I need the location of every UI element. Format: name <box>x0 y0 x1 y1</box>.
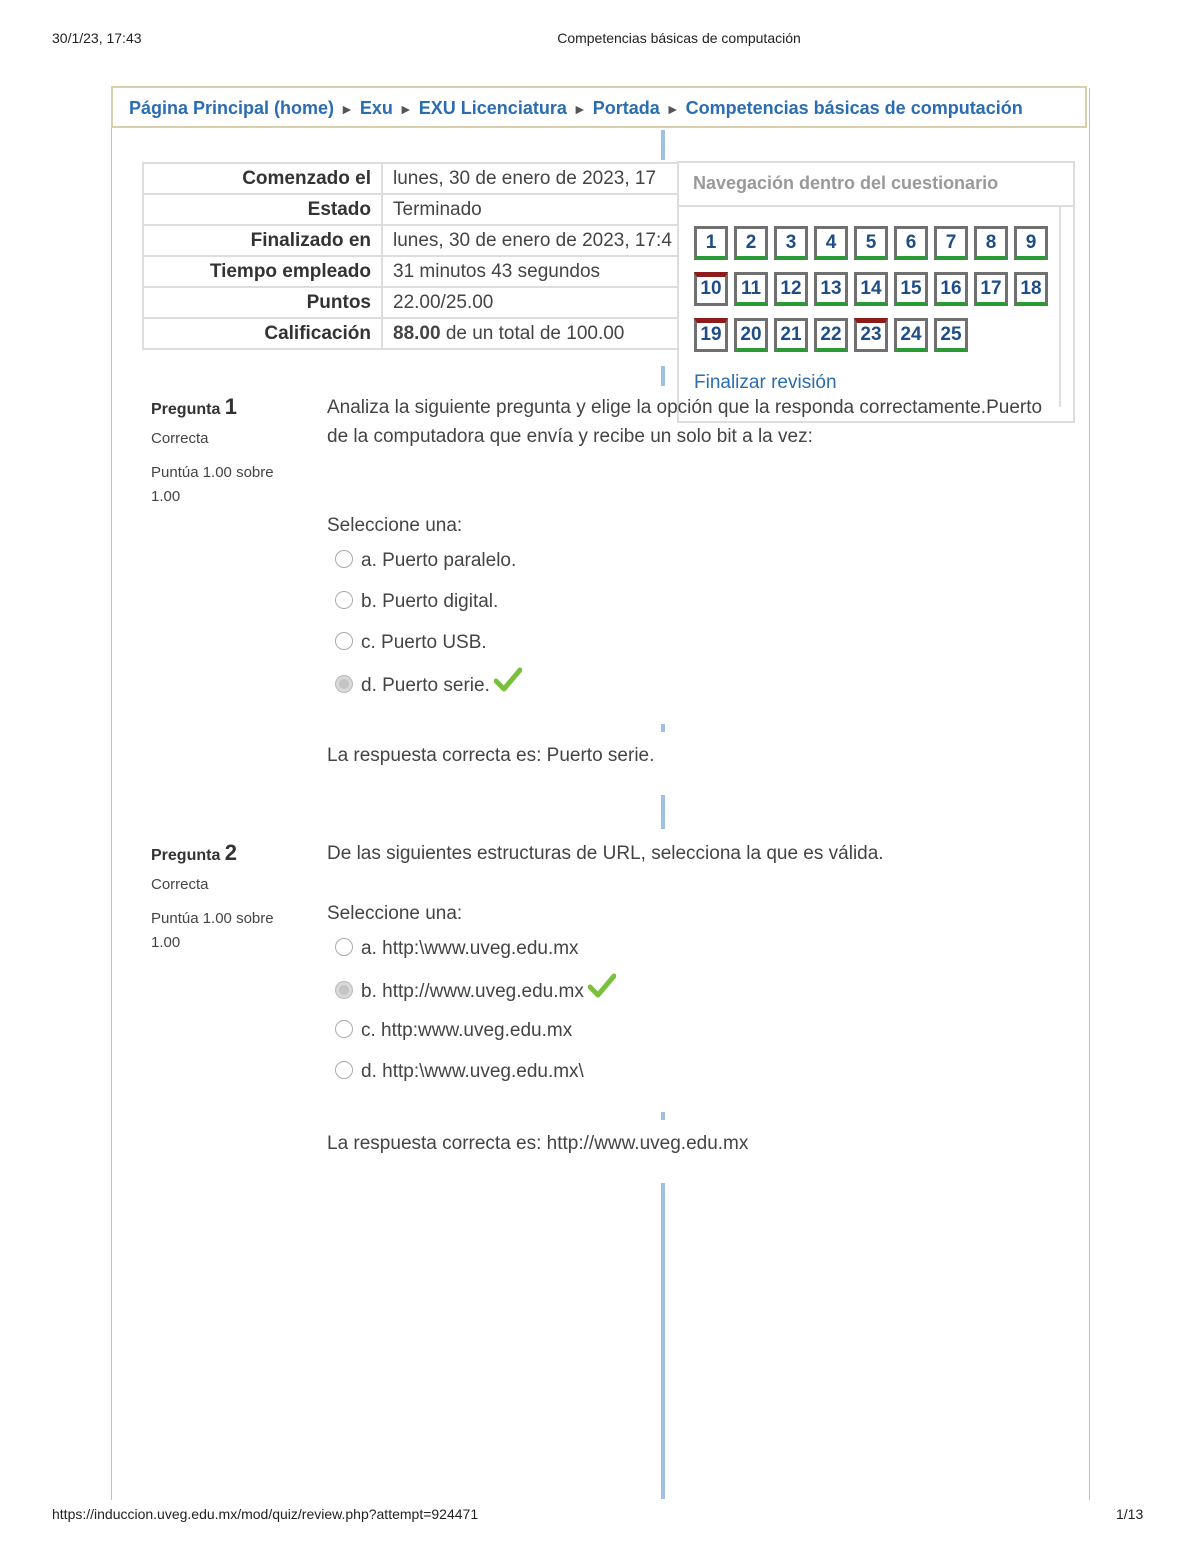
right-answer: La respuesta correcta es: Puerto serie. <box>327 745 655 766</box>
question-text: De las siguientes estructuras de URL, selecciona la que es válida. <box>327 843 884 864</box>
question-number <box>151 840 301 866</box>
answer-option[interactable] <box>335 548 516 574</box>
grade-value: 88.00 <box>393 322 441 344</box>
question-prompt: Seleccione una: <box>327 515 463 536</box>
question-nav-button-16[interactable]: 16 <box>934 272 968 306</box>
print-date: 30/1/23, 17:43 <box>52 30 142 46</box>
answer-option-label: d. Puerto serie. <box>361 675 490 697</box>
question-nav-button-3[interactable]: 3 <box>774 226 808 260</box>
breadcrumb-separator: ► <box>665 101 680 117</box>
breadcrumb-separator: ► <box>572 101 587 117</box>
question-state: Correcta <box>151 430 209 447</box>
question-label: Pregunta <box>151 401 221 418</box>
question-number-value: 2 <box>224 840 238 865</box>
quiz-navigation-block <box>677 161 1075 423</box>
correct-check-icon <box>494 667 522 701</box>
answer-option-label: d. http:\www.uveg.edu.mx\ <box>361 1061 584 1082</box>
correct-check-icon <box>588 973 616 1007</box>
question-prompt: Seleccione una: <box>327 903 463 924</box>
column-divider <box>661 1112 665 1120</box>
page-frame-right <box>1089 88 1090 1500</box>
column-divider <box>661 130 665 160</box>
summary-value: lunes, 30 de enero de 2023, 17 <box>382 163 1059 194</box>
question-nav-button-18[interactable]: 18 <box>1014 272 1048 306</box>
question-nav-button-12[interactable]: 12 <box>774 272 808 306</box>
question-nav-button-8[interactable]: 8 <box>974 226 1008 260</box>
radio-button[interactable] <box>335 938 353 956</box>
column-divider <box>661 795 665 829</box>
breadcrumb-separator: ► <box>398 101 413 117</box>
answer-option-selected[interactable] <box>335 977 616 1003</box>
breadcrumb-home[interactable]: Página Principal (home) <box>129 98 335 118</box>
summary-value: 22.00/25.00 <box>382 287 1059 318</box>
answer-option-label: c. Puerto USB. <box>361 632 487 653</box>
question-nav-button-11[interactable]: 11 <box>734 272 768 306</box>
answer-option-selected[interactable] <box>335 671 522 697</box>
summary-value: lunes, 30 de enero de 2023, 17:4 <box>382 225 1059 256</box>
question-nav-button-19[interactable]: 19 <box>694 318 728 352</box>
summary-label: Finalizado en <box>143 225 382 256</box>
answer-option[interactable] <box>335 1018 572 1044</box>
radio-button[interactable] <box>335 1020 353 1038</box>
question-nav-button-13[interactable]: 13 <box>814 272 848 306</box>
summary-value: 31 minutos 43 segundos <box>382 256 1059 287</box>
question-number <box>151 394 301 420</box>
column-divider <box>661 1183 665 1499</box>
question-grade: Puntúa 1.00 sobre 1.00 <box>151 910 274 951</box>
question-nav-button-14[interactable]: 14 <box>854 272 888 306</box>
summary-label: Tiempo empleado <box>143 256 382 287</box>
summary-value: Terminado <box>382 194 1059 225</box>
radio-button[interactable] <box>335 1061 353 1079</box>
answer-option-label: c. http:www.uveg.edu.mx <box>361 1020 573 1041</box>
answer-option-label: a. http:\www.uveg.edu.mx <box>361 938 579 959</box>
question-nav-button-7[interactable]: 7 <box>934 226 968 260</box>
breadcrumb-course[interactable]: Competencias básicas de computación <box>685 98 1023 118</box>
summary-label: Comenzado el <box>143 163 382 194</box>
radio-button[interactable] <box>335 632 353 650</box>
answer-option[interactable] <box>335 1059 584 1085</box>
question-nav-button-23[interactable]: 23 <box>854 318 888 352</box>
summary-label: Puntos <box>143 287 382 318</box>
answer-option[interactable] <box>335 589 498 615</box>
right-answer: La respuesta correcta es: http://www.uveg.edu.mx <box>327 1133 749 1154</box>
question-text: Analiza la siguiente pregunta y elige la opción que la responda correctamente.Puerto de la computadora que envía y recibe un solo bit a la vez: <box>327 397 1043 447</box>
grade-suffix: de un total de 100.00 <box>440 322 625 344</box>
question-state: Correcta <box>151 876 209 893</box>
print-page-number: 1/13 <box>1116 1506 1144 1522</box>
column-divider <box>661 724 665 732</box>
answer-option-label: b. http://www.uveg.edu.mx <box>361 981 584 1003</box>
question-nav-button-17[interactable]: 17 <box>974 272 1008 306</box>
summary-label: Estado <box>143 194 382 225</box>
answer-option[interactable] <box>335 936 579 962</box>
answer-option[interactable] <box>335 630 487 656</box>
question-number-value: 1 <box>224 394 238 419</box>
question-nav-button-15[interactable]: 15 <box>894 272 928 306</box>
question-nav-button-9[interactable]: 9 <box>1014 226 1048 260</box>
question-nav-button-20[interactable]: 20 <box>734 318 768 352</box>
quiz-navigation-title: Navegación dentro del cuestionario <box>679 163 1073 207</box>
radio-button[interactable] <box>335 591 353 609</box>
question-grade: Puntúa 1.00 sobre 1.00 <box>151 464 274 505</box>
breadcrumb-separator: ► <box>340 101 354 117</box>
question-nav-button-1[interactable]: 1 <box>694 226 728 260</box>
question-info <box>151 840 301 955</box>
breadcrumb <box>111 86 1087 128</box>
question-nav-button-6[interactable]: 6 <box>894 226 928 260</box>
breadcrumb-portada[interactable]: Portada <box>592 98 660 118</box>
radio-button-checked[interactable] <box>335 981 353 999</box>
print-title: Competencias básicas de computación <box>557 30 801 46</box>
page-frame-left <box>111 88 112 1500</box>
print-url: https://induccion.uveg.edu.mx/mod/quiz/review.php?attempt=924471 <box>52 1506 479 1522</box>
question-nav-button-10[interactable]: 10 <box>694 272 728 306</box>
question-nav-button-21[interactable]: 21 <box>774 318 808 352</box>
radio-button-checked[interactable] <box>335 675 353 693</box>
finish-review-link[interactable]: Finalizar revisión <box>694 372 837 393</box>
question-info <box>151 394 301 509</box>
question-nav-button-5[interactable]: 5 <box>854 226 888 260</box>
summary-label: Calificación <box>143 318 382 349</box>
question-nav-button-22[interactable]: 22 <box>814 318 848 352</box>
question-nav-button-4[interactable]: 4 <box>814 226 848 260</box>
breadcrumb-licenciatura[interactable]: EXU Licenciatura <box>418 98 567 118</box>
answer-option-label: b. Puerto digital. <box>361 591 499 612</box>
breadcrumb-exu[interactable]: Exu <box>359 98 393 118</box>
question-label: Pregunta <box>151 847 221 864</box>
answer-option-label: a. Puerto paralelo. <box>361 550 517 571</box>
column-divider <box>661 366 665 386</box>
radio-button[interactable] <box>335 550 353 568</box>
question-nav-button-25[interactable]: 25 <box>934 318 968 352</box>
question-nav-button-24[interactable]: 24 <box>894 318 928 352</box>
question-nav-button-2[interactable]: 2 <box>734 226 768 260</box>
